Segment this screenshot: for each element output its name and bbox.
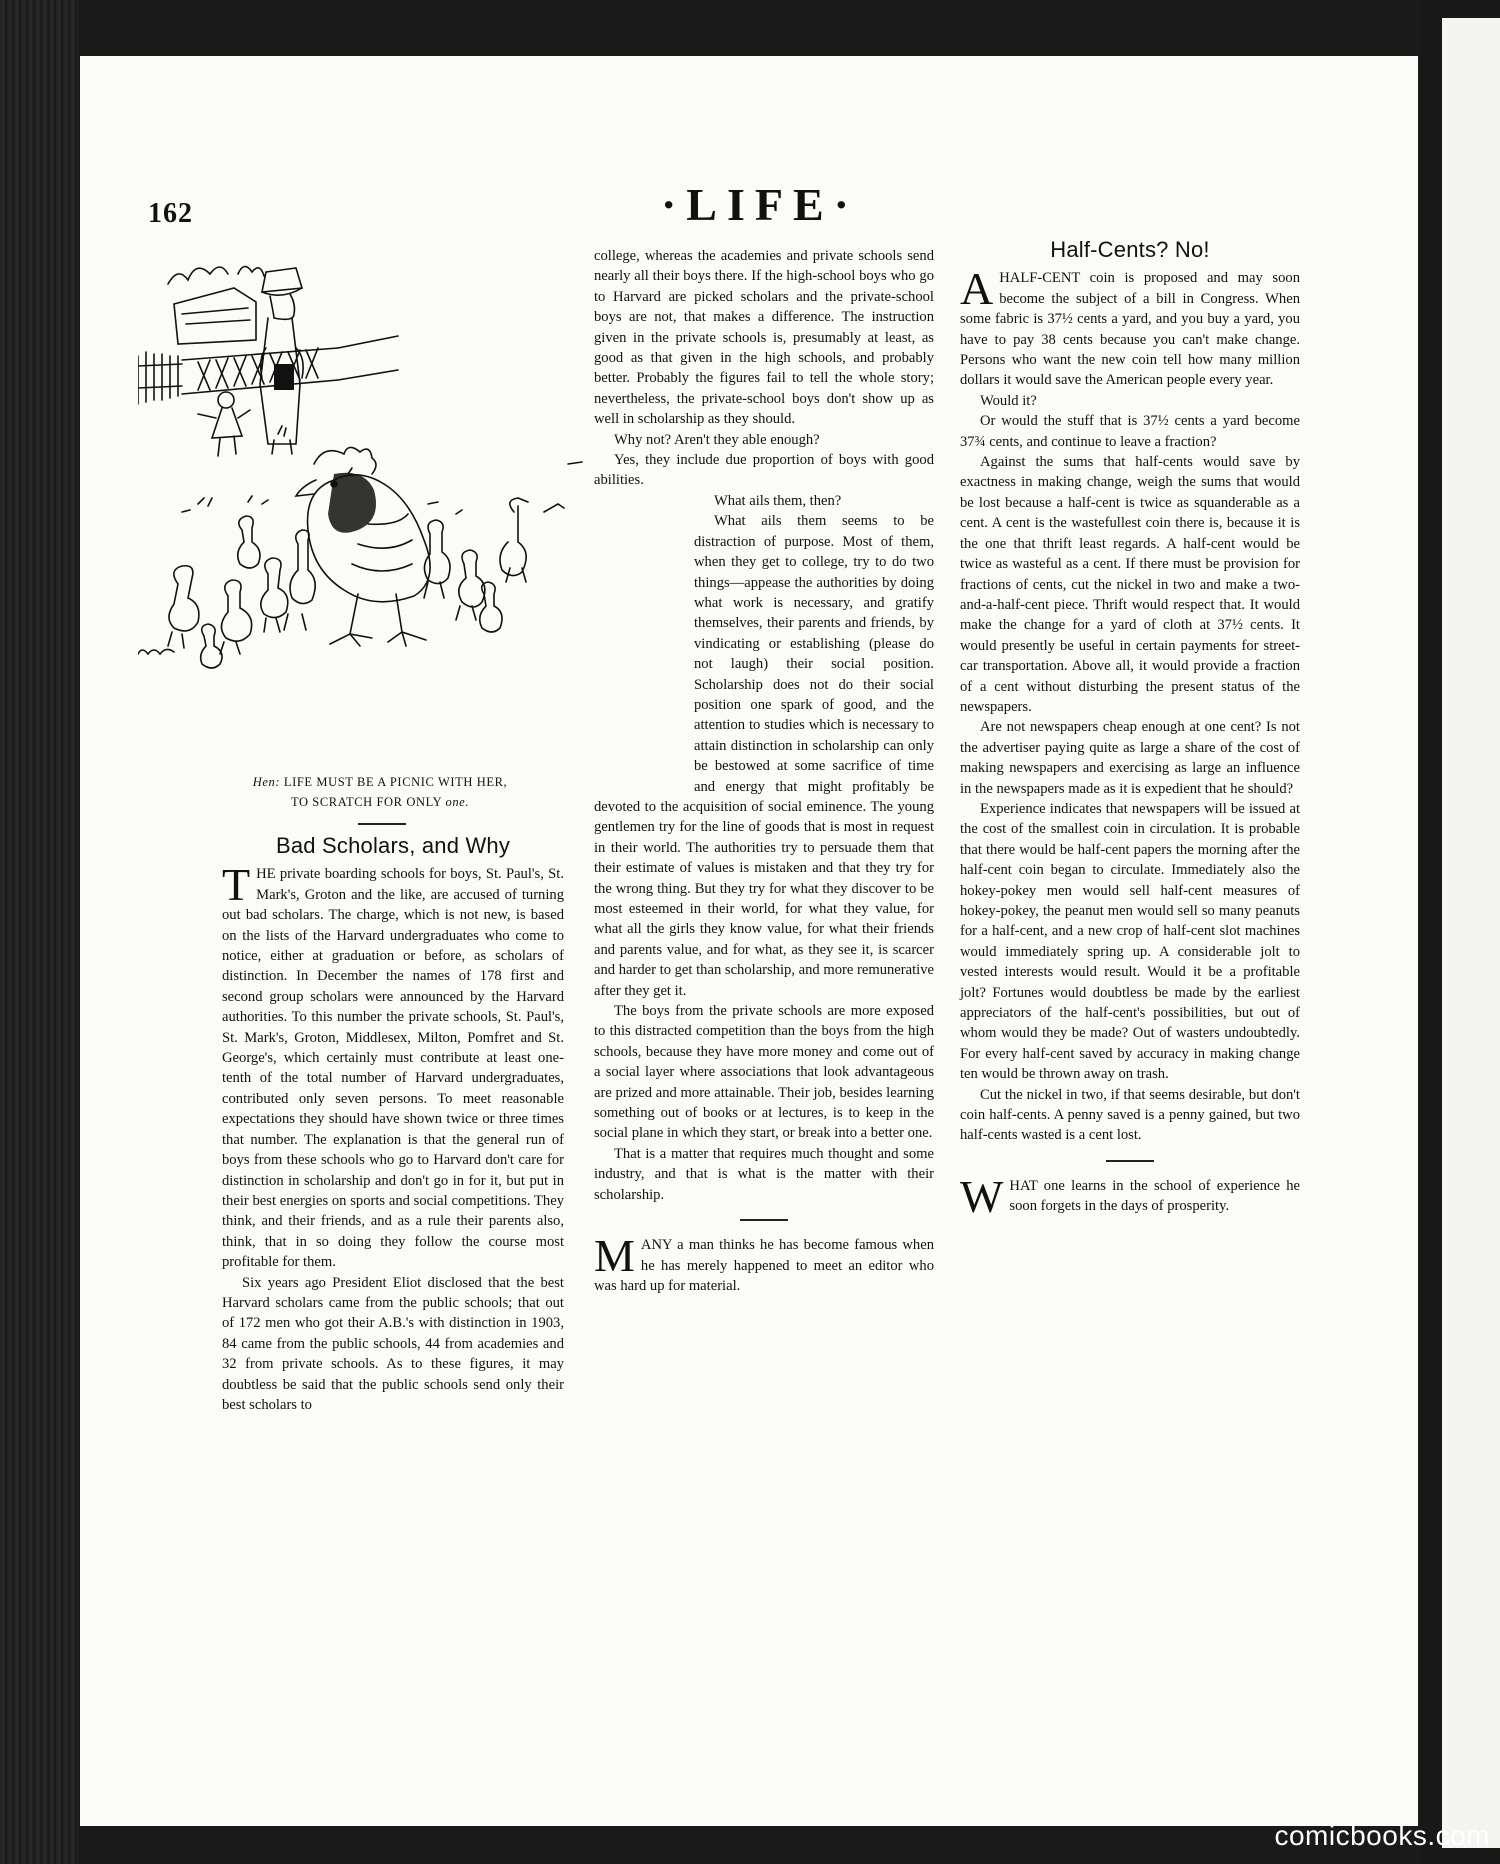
bad-scholars-para-3: college, whereas the academies and private schools send nearly all their boys there. If the high-school boys who go to Harvard are picked scholars and the private-school boys are not, that makes a difference. The instruction given in the private schools is, presumably at least, as good as that given in the high schools, and probably better. Probably the figures fail to tell the whole story; nevertheless, the private-school boys don't show up as well in scholarship as they should. — [594, 248, 934, 428]
filler-experience-text: HAT one learns in the school of experience he soon forgets in the days of prosperity. — [1009, 1177, 1300, 1215]
half-cents-para-4: Against the sums that half-cents would save by exactness in making change, weigh the sums that would be lost because a half-cent is twice as squanderable as a cent. A cent is the wastefullest coin there is, because it is the one that thrift least regards. A half-cent would be twice as wasteful as a cent. If there must be provision for fractions of cents, cut the nickel in two and make a two-and-a-half-cent piece. Thrift would respect that. It would make the change for a yard of cloth at 37½ cents. It would presently be useful in certain payments for street-car transportation. Above all, it would provide a fraction of a cent without disturbing the present status of the newspapers. — [960, 454, 1300, 715]
half-cents-para-2: Would it? — [980, 392, 1037, 409]
hen-figure — [296, 447, 430, 646]
half-cents-para-5: Are not newspapers cheap enough at one cent? Is not the advertiser paying quite as large a share of the cost of making newspapers and exercising as large an influence in the newspapers made as it is expedient that he should? — [960, 719, 1300, 797]
child-figure — [198, 392, 250, 456]
filler-editor-dropcap: M — [594, 1230, 635, 1282]
next-page-edge — [1442, 18, 1500, 1848]
article-bad-scholars-left-column — [222, 833, 564, 1415]
house-sketch — [168, 266, 264, 344]
bad-scholars-para-9: That is a matter that requires much thought and some industry, and that is what is the matter with their scholarship. — [594, 1145, 934, 1203]
half-cents-dropcap: A — [960, 263, 994, 315]
picket-fence — [138, 336, 398, 404]
scan-border-left — [0, 0, 78, 1864]
watermark: comicbooks.com — [1274, 1820, 1490, 1851]
half-cents-para-7: Cut the nickel in two, if that seems desirable, but don't coin half-cents. A penny saved is a penny gained, but two half-cents wasted is a cent lost. — [960, 1086, 1300, 1144]
article-title-half-cents: Half-Cents? No! — [1050, 237, 1210, 262]
bad-scholars-para-8: The boys from the private schools are more exposed to this distracted competition than the boys from the high schools, because they have more money and come out of a social layer where associations that look advantageous are prized and more attainable. Their job, besides learning something out of books or at lectures, is to keep in the social plane in which they start, or break into a better one. — [594, 1003, 934, 1142]
half-cents-para-1 — [960, 263, 1300, 390]
bad-scholars-para-1-text: HE private boarding schools for boys, St. Paul's, St. Mark's, Groton and the like, are accused of turning out bad scholars. The charge, which is not new, is based on the lists of the Harvard undergraduates who come to notice, either at graduation or before, as scholars of distinction. In December the names of 178 first and second group scholars were announced by the Harvard authorities. To this number the private schools, St. Paul's, St. Mark's, Groton, Middlesex, Milton, Pomfret and St. George's, which certainly must contribute at least one-tenth of the total number of Harvard undergraduates, contributed only seven persons. To meet reasonable expectations they should have shown twice or three times that number. The explanation is that the general run of boys from these schools who go to Harvard don't care for distinction in scholarship and don't go in for it, but put in their best energies on sports and social competitions. They think, and their friends, and as a rule their parents also, think, that in so doing they follow the course most profitable for them. — [222, 866, 564, 1271]
bad-scholars-para-6: What ails them, then? — [714, 492, 842, 509]
bad-scholars-para-4: Why not? Aren't they able enough? — [614, 431, 820, 448]
filler-editor — [594, 1230, 934, 1296]
bad-scholars-para-1 — [222, 859, 564, 1272]
article-bad-scholars-mid-column — [594, 246, 934, 1296]
filler-experience — [960, 1170, 1300, 1222]
caption-line-2: TO SCRATCH FOR ONLY — [290, 795, 442, 809]
caption-rule — [358, 823, 406, 825]
bad-scholars-para-5: Yes, they include due proportion of boys with good abilities. — [594, 452, 934, 489]
caption-emphasis: one. — [445, 795, 470, 809]
bad-scholars-para-2: Six years ago President Eliot disclosed that the best Harvard scholars came from the public schools; that out of 172 men who got their A.B.'s with distinction in 1903, 84 came from the public schools, 44 from academies and 32 from private schools. As to these figures, it may doubtless be said that the public schools send only their best scholars to — [222, 1274, 564, 1413]
half-cents-para-3: Or would the stuff that is 37½ cents a yard become 37¾ cents, and continue to leave a fraction? — [960, 413, 1300, 450]
bad-scholars-para-7: What ails them seems to be distraction of purpose. Most of them, when they get to college, try to do two things—appease the authorities by doing what work is necessary, and gratify themselves, their parents and friends, by vindicating or establishing (please do not laugh) their social position. Scholarship does not do their social position one spark of good, and the attention to studies which is necessary to attain distinction in scholarship can only be bestowed at some sacrifice of time and energy that might profitably be devoted to the acquisition of social eminence. The young gentlemen try for the line of goods that is most in request in their world. The authorities try to persuade them that their estimate of values is mistaken and that they try for the wrong thing. But they try for what they discover to be most esteemed in their world, for what they value, for what all the girls they know value, for what their friends and parents value, and for what, as they see it, is scarcer and harder to get than scholarship, and more remunerative after they get it. — [594, 513, 934, 999]
bad-scholars-dropcap: T — [222, 859, 251, 911]
hen-and-chicks-illustration — [138, 244, 588, 764]
caption-speaker: Hen: — [252, 775, 281, 789]
article-half-cents-column — [960, 237, 1300, 1222]
caption-line-1: LIFE MUST BE A PICNIC WITH HER, — [283, 775, 508, 789]
article-title-bad-scholars: Bad Scholars, and Why — [275, 833, 511, 858]
illustration-wrap-space — [594, 491, 694, 791]
filler-experience-dropcap: W — [960, 1170, 1004, 1222]
section-rule — [740, 1219, 788, 1221]
section-rule-right — [1106, 1160, 1154, 1162]
page-number: 162 — [148, 198, 193, 229]
masthead: ·LIFE· — [660, 179, 860, 230]
half-cents-para-1-text: HALF-CENT coin is proposed and may soon become the subject of a bill in Congress. When some fabric is 37½ cents a yard, and you buy a yard, you have to pay 38 cents because you can't make change. Persons who want the new coin tell how many million dollars it would save the American people every year. — [960, 270, 1300, 389]
filler-editor-text: ANY a man thinks he has become famous when he has merely happened to meet an editor who was hard up for material. — [594, 1237, 934, 1294]
cartoon-caption — [200, 772, 560, 812]
half-cents-para-6: Experience indicates that newspapers will be issued at the cost of the smallest coin in circulation. It is probable that there would be half-cent papers the morning after the half-cent coin began to circulate. Immediately also the hokey-pokey men would sell half-cent measures of hokey-pokey, the peanut men would sell so many peanuts for a half-cent, and a new crop of half-cent slot machines would immediately spring up. A considerable jolt to vested interests would result. Would it be a profitable jolt? Fortunes would doubtless be made by the earliest appreciators of the half-cent's possibilities, but out of whom would they be made? Out of wasters undoubtedly. For every half-cent saved by accuracy in making change ten would be thrown away on trash. — [960, 800, 1300, 1083]
